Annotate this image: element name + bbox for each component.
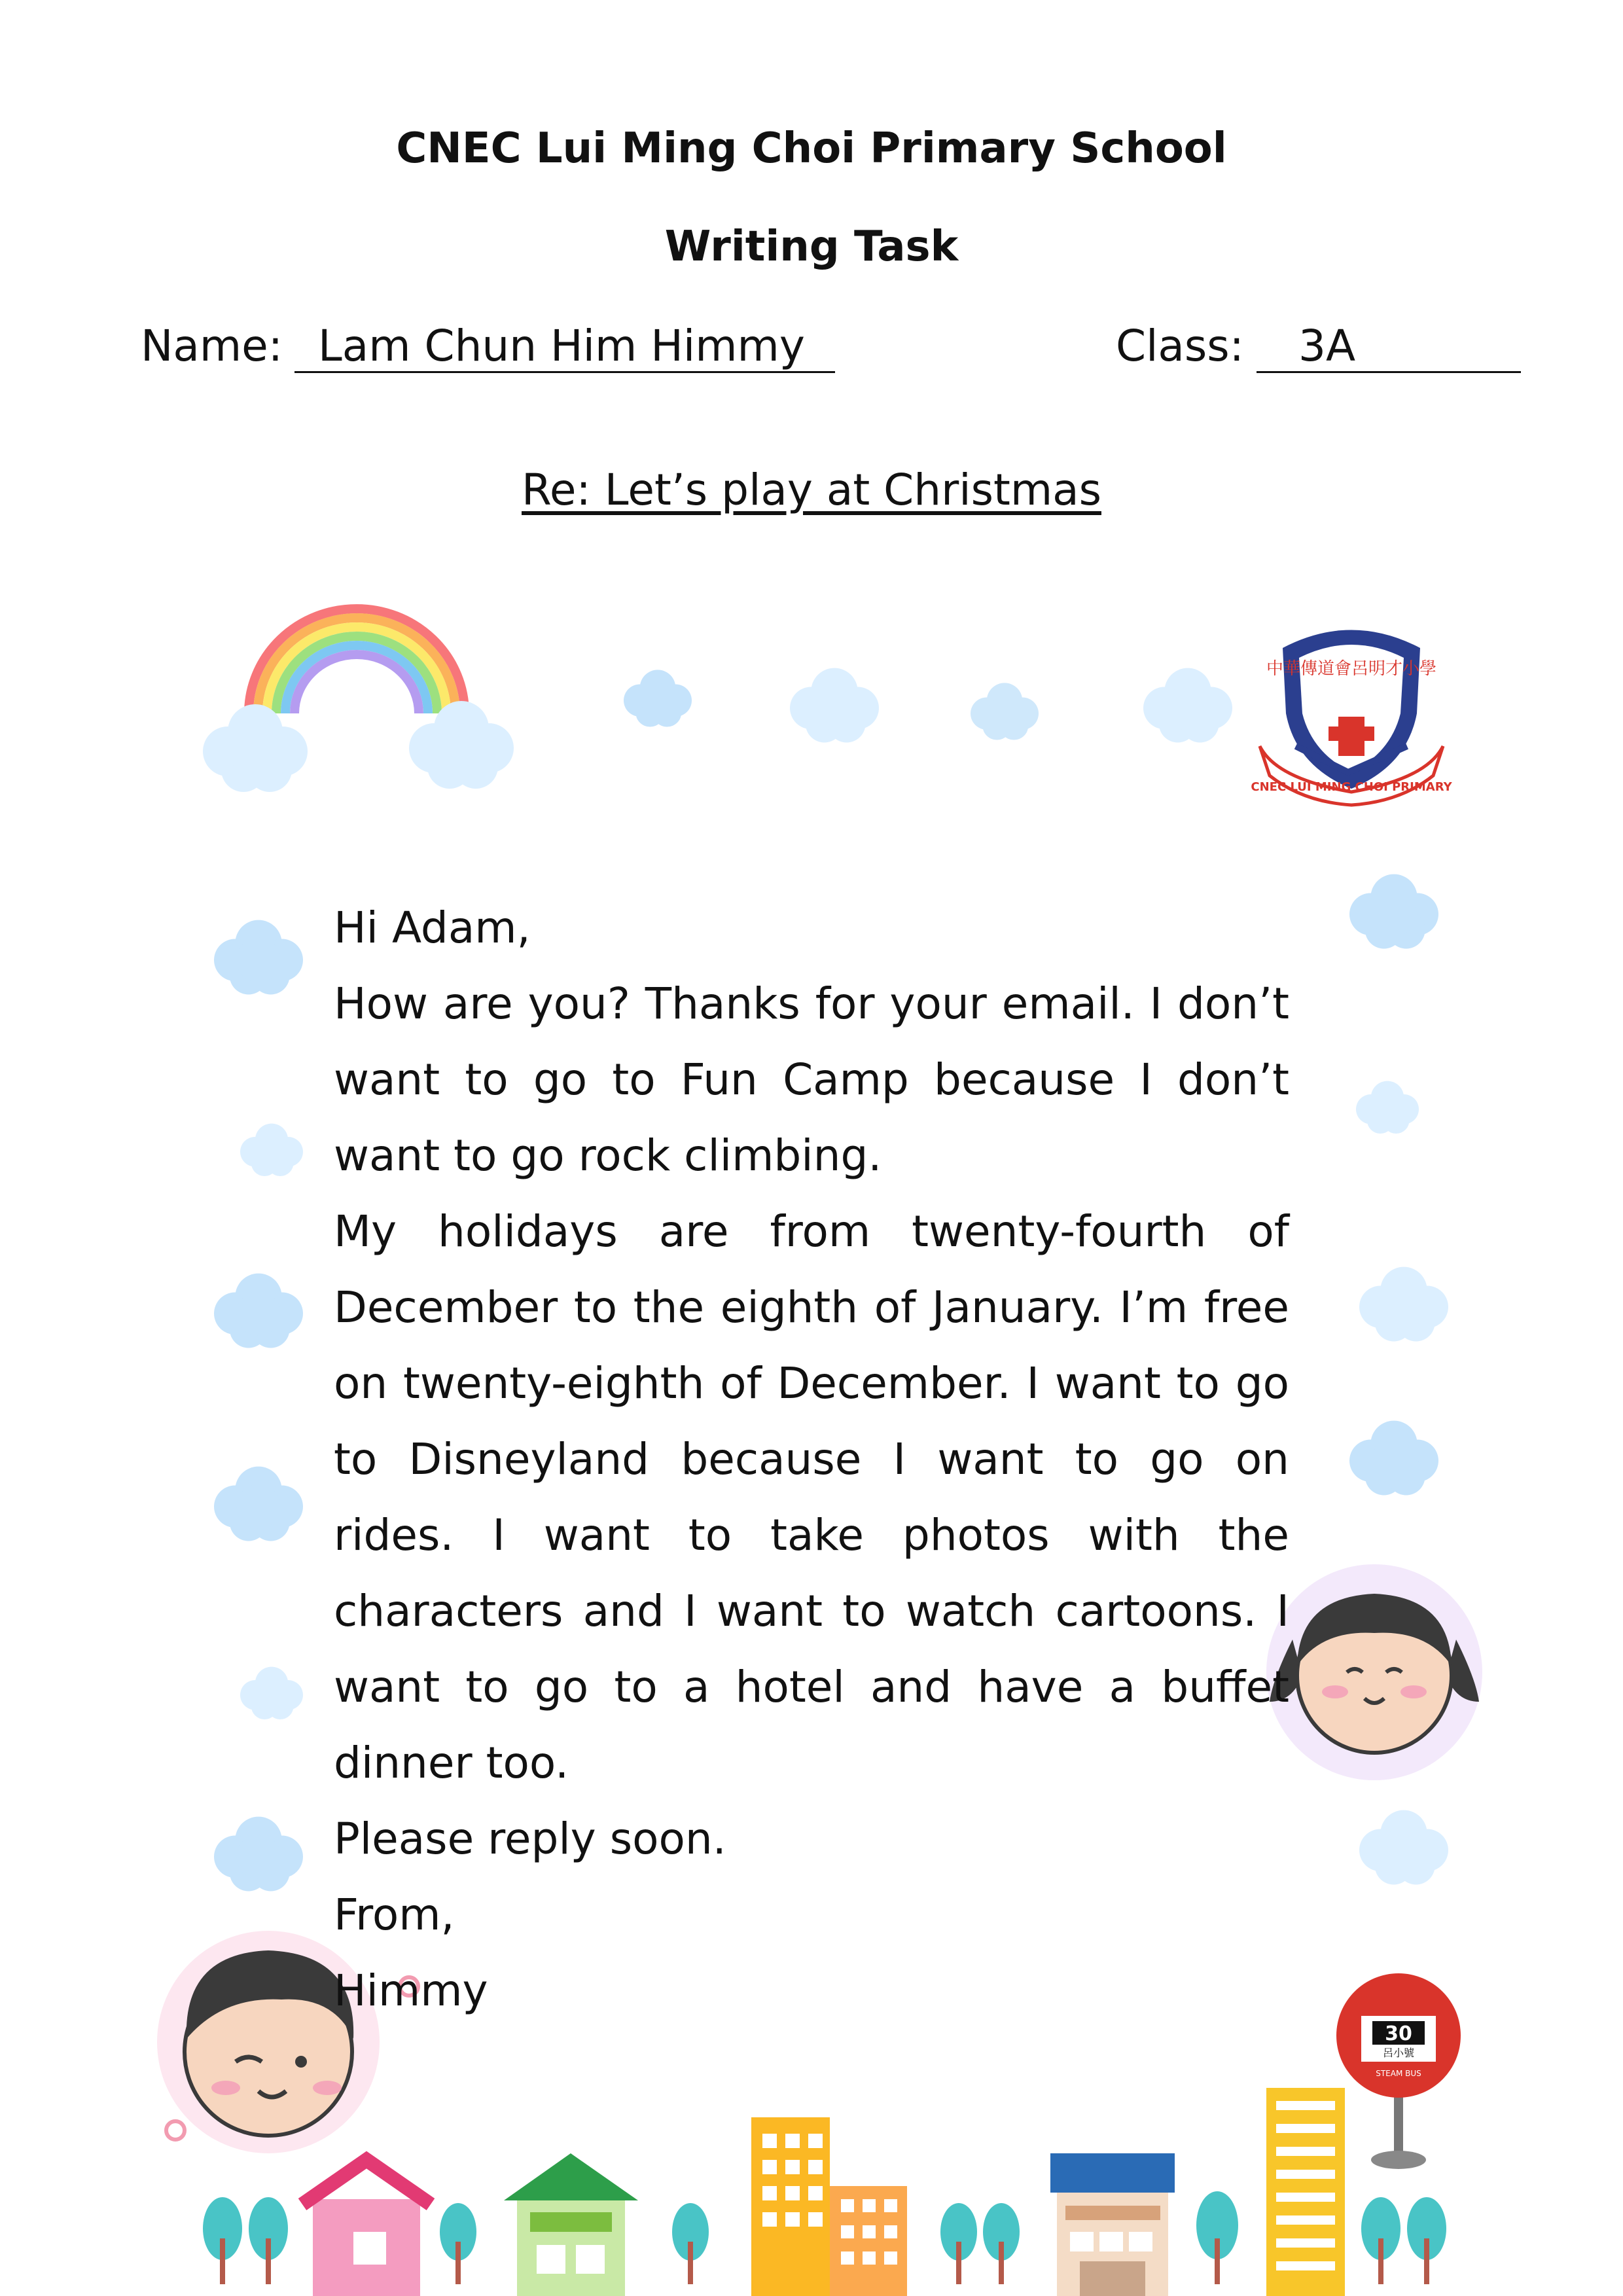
tree-icon xyxy=(940,2203,977,2284)
tree-icon xyxy=(672,2203,709,2284)
cloud-icon xyxy=(214,1817,303,1892)
cloud-icon xyxy=(409,701,514,789)
cloud-icon xyxy=(214,920,303,995)
crest-chinese-text: 中華傳道會呂明才小學 xyxy=(1266,659,1437,679)
orange-building-icon xyxy=(751,2117,907,2296)
cloud-icon xyxy=(790,668,879,743)
letter-body xyxy=(334,890,1289,2029)
cloud-icon xyxy=(214,1467,303,1541)
school-name: CNEC Lui Ming Choi Primary School xyxy=(396,124,1227,173)
green-house-icon xyxy=(504,2153,638,2296)
school-crest-icon xyxy=(1251,630,1452,806)
bus-stop-sign-icon xyxy=(1336,1973,1461,2169)
tree-icon xyxy=(983,2203,1020,2284)
tree-icon xyxy=(1407,2197,1446,2284)
letter-closing: Please reply soon. xyxy=(334,1814,726,1864)
rainbow-icon xyxy=(249,609,465,713)
tree-icon xyxy=(249,2197,288,2284)
class-value: 3A xyxy=(1257,321,1521,373)
tree-icon xyxy=(1196,2191,1238,2284)
letter-signoff: From, xyxy=(334,1890,455,1940)
shop-building-icon xyxy=(1050,2153,1175,2296)
letter-paragraph: How are you? Thanks for your email. I don’t want to go to Fun Camp because I don’t want to go rock climbing. xyxy=(334,978,1289,1181)
class-label: Class: xyxy=(1116,321,1244,371)
cloud-icon xyxy=(1359,1810,1448,1885)
crest-ribbon-text: CNEC LUI MING CHOI PRIMARY xyxy=(1251,780,1452,794)
cloud-icon xyxy=(1359,1267,1448,1342)
girl-face-icon xyxy=(1266,1564,1482,1780)
cloud-icon xyxy=(1143,668,1232,743)
letter-greeting: Hi Adam, xyxy=(334,903,531,953)
tree-icon xyxy=(1361,2197,1400,2284)
bus-stop-label: 呂小號 xyxy=(1382,2047,1415,2059)
task-title: Writing Task xyxy=(664,223,959,271)
cloud-icon xyxy=(240,1124,303,1176)
tree-icon xyxy=(440,2203,476,2284)
bus-route-number: 30 xyxy=(1385,2022,1412,2045)
letter-subject: Re: Let’s play at Christmas xyxy=(522,465,1101,515)
cloud-icon xyxy=(971,683,1039,740)
cloud-icon xyxy=(203,704,308,792)
cloud-icon xyxy=(1349,874,1438,949)
cloud-icon xyxy=(624,670,692,726)
letter-signature: Himmy xyxy=(334,1965,488,2016)
tall-yellow-building-icon xyxy=(1266,2088,1345,2296)
cloud-icon xyxy=(1356,1081,1419,1134)
letter-paragraph: My holidays are from twenty-fourth of December to the eighth of January. I’m free on twenty-eighth of December. I want to go to Disneyland because I want to go on rides. I want to take photos with the characters and I want to watch cartoons. I want to go to a hotel and have a buffet dinner too. xyxy=(334,1206,1289,1788)
town-skyline xyxy=(203,2088,1446,2296)
cloud-icon xyxy=(214,1274,303,1348)
tree-icon xyxy=(203,2197,242,2284)
name-label: Name: xyxy=(141,321,283,371)
pink-house-icon xyxy=(302,2160,431,2296)
bus-stop-caption: STEAM BUS xyxy=(1376,2069,1421,2078)
cloud-icon xyxy=(240,1667,303,1719)
name-value: Lam Chun Him Himmy xyxy=(294,321,835,373)
cloud-icon xyxy=(1349,1421,1438,1496)
